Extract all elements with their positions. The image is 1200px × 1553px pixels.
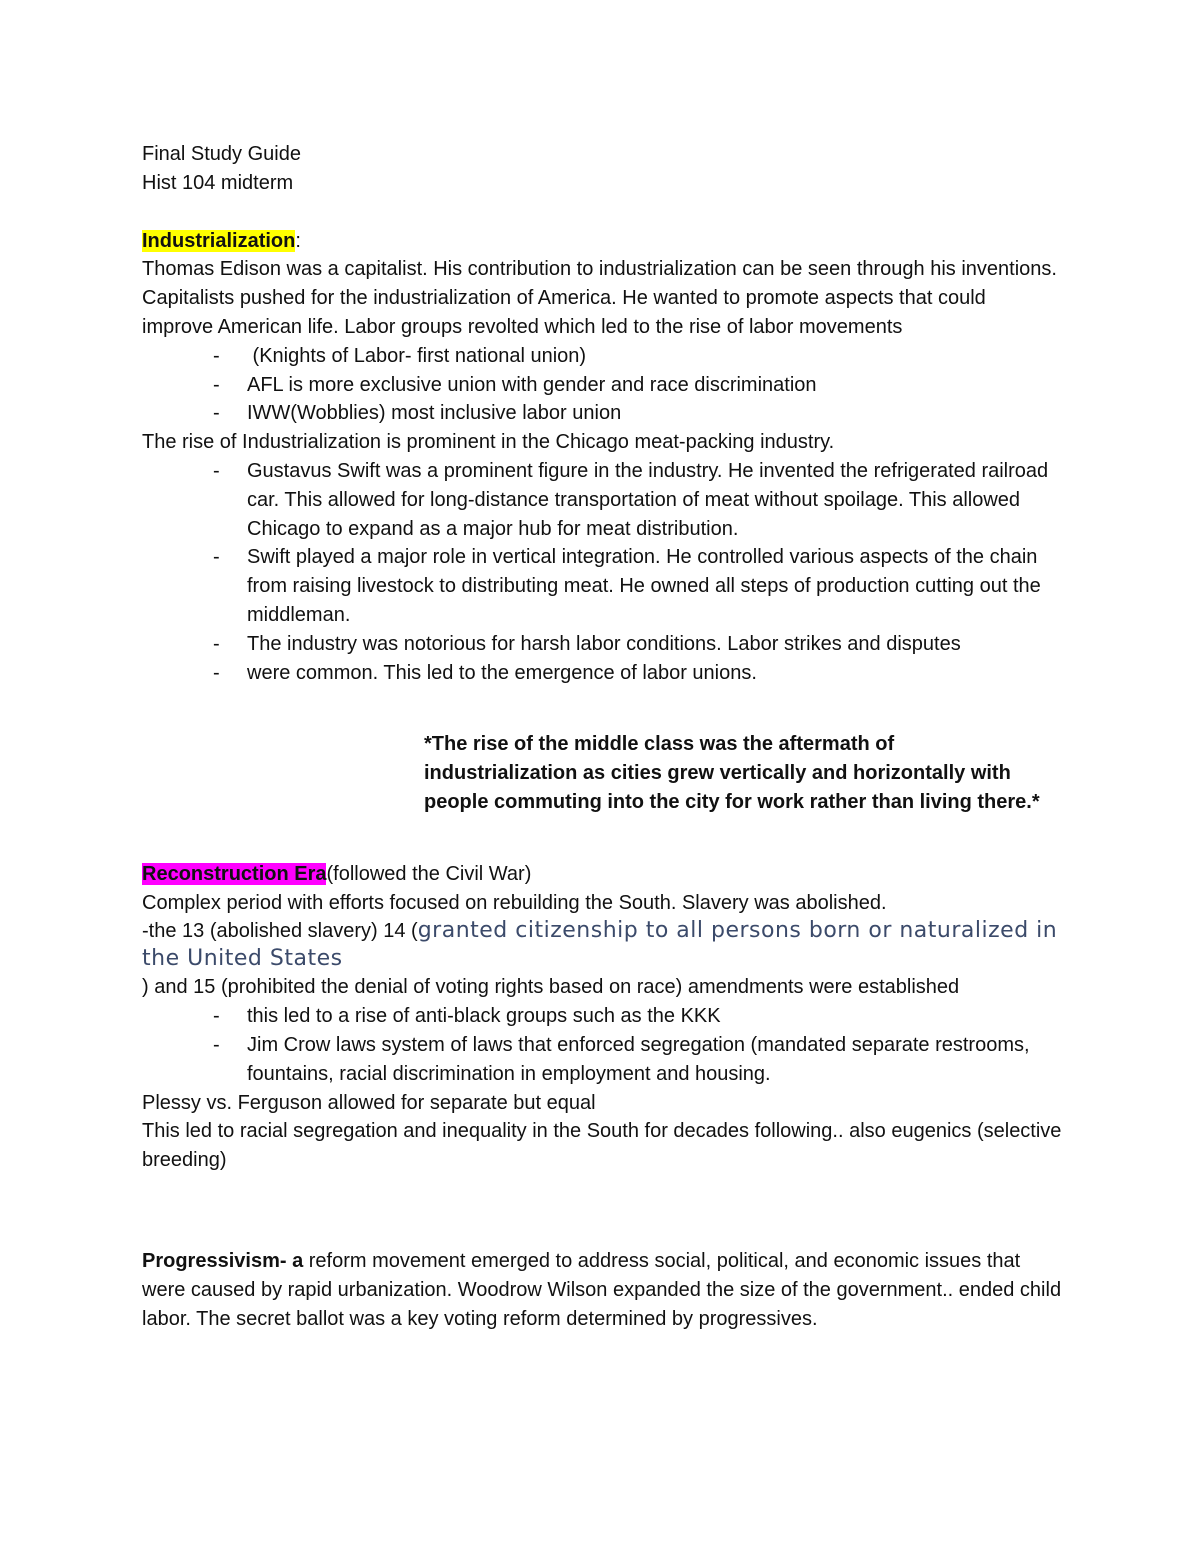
progressivism-text: reform movement emerged to address social, political, and economic issues that were caused by rapid urbanization. Woodrow Wilson expanded the size of the government.. ended child labor. The secret ballot was a key voting reform determined by progressives. xyxy=(142,1249,1062,1330)
amendments-start: -the 13 (abolished slavery) 14 ( xyxy=(142,920,418,943)
meatpacking-intro: The rise of Industrialization is prominent in the Chicago meat-packing industry. xyxy=(142,431,835,454)
list-item-text: IWW(Wobblies) most inclusive labor union xyxy=(247,402,622,425)
list-item xyxy=(142,630,1062,659)
industrialization-heading-line xyxy=(142,227,1062,256)
reconstruction-line1: Complex period with efforts focused on rebuilding the South. Slavery was abolished. xyxy=(142,891,887,914)
industrialization-paragraph: Thomas Edison was a capitalist. His contribution to industrialization can be seen through his inventions. Capitalists pushed for the industrialization of America. He wanted to promote aspects that could improve American life. Labor groups revolted which led to the rise of labor movements xyxy=(142,258,1057,338)
list-item-text: The industry was notorious for harsh labor conditions. Labor strikes and disputes xyxy=(247,632,961,655)
document-subtitle: Hist 104 midterm xyxy=(142,171,294,194)
amendments-line xyxy=(142,917,1062,973)
reconstruction-heading: Reconstruction Era xyxy=(142,862,327,885)
dash-bullet: - xyxy=(213,402,220,425)
list-item-text: Gustavus Swift was a prominent figure in the industry. He invented the refrigerated railroad car. This allowed for long-distance transportation of meat without spoilage. This allowed Chicago to expand as a major hub for meat distribution. xyxy=(247,459,1049,540)
list-item-text: were common. This led to the emergence of labor unions. xyxy=(247,661,757,684)
fourteenth-amendment-quote: granted citizenship to all persons born or naturalized in the United States xyxy=(142,918,1058,972)
progressivism-heading: Progressivism- a xyxy=(142,1249,304,1272)
segregation-line: This led to racial segregation and inequality in the South for decades following.. also eugenics (selective breeding) xyxy=(142,1120,1062,1172)
list-item-text: this led to a rise of anti-black groups such as the KKK xyxy=(247,1005,721,1028)
reconstruction-heading-note: (followed the Civil War) xyxy=(326,862,532,885)
dash-bullet: - xyxy=(213,632,220,655)
dash-bullet: - xyxy=(213,546,220,569)
middle-class-callout: *The rise of the middle class was the aftermath of industrialization as cities grew vertically and horizontally with people commuting into the city for work rather than living there.* xyxy=(424,733,1040,813)
plessy-line: Plessy vs. Ferguson allowed for separate but equal xyxy=(142,1091,596,1114)
dash-bullet: - xyxy=(213,661,220,684)
list-item xyxy=(142,1031,1062,1089)
list-item-text: (Knights of Labor- first national union) xyxy=(247,344,587,367)
meatpacking-list xyxy=(142,457,1062,687)
dash-bullet: - xyxy=(213,344,220,367)
dash-bullet: - xyxy=(213,373,220,396)
document-title: Final Study Guide xyxy=(142,143,301,165)
amendments-end: ) and 15 (prohibited the denial of voting rights based on race) amendments were established xyxy=(142,976,960,999)
reconstruction-list xyxy=(142,1002,1062,1088)
dash-bullet: - xyxy=(213,1005,220,1028)
reconstruction-heading-line xyxy=(142,860,1062,889)
list-item xyxy=(142,457,1062,543)
industrialization-heading-colon: : xyxy=(295,229,301,252)
list-item-text: AFL is more exclusive union with gender and race discrimination xyxy=(247,373,817,396)
dash-bullet: - xyxy=(213,1033,220,1056)
union-list xyxy=(142,342,1062,428)
progressivism-paragraph xyxy=(142,1247,1062,1333)
list-item-text: Jim Crow laws system of laws that enforced segregation (mandated separate restrooms, fountains, racial discrimination in employment and housing. xyxy=(247,1033,1030,1085)
list-item xyxy=(142,543,1062,629)
list-item xyxy=(142,1002,1062,1031)
document-page xyxy=(142,140,1062,1333)
list-item-text: Swift played a major role in vertical integration. He controlled various aspects of the chain from raising livestock to distributing meat. He owned all steps of production cutting out the middleman. xyxy=(247,546,1041,626)
list-item xyxy=(142,371,1062,400)
list-item xyxy=(142,659,1062,688)
dash-bullet: - xyxy=(213,459,220,482)
list-item xyxy=(142,399,1062,428)
industrialization-heading: Industrialization xyxy=(142,229,296,252)
list-item xyxy=(142,342,1062,371)
